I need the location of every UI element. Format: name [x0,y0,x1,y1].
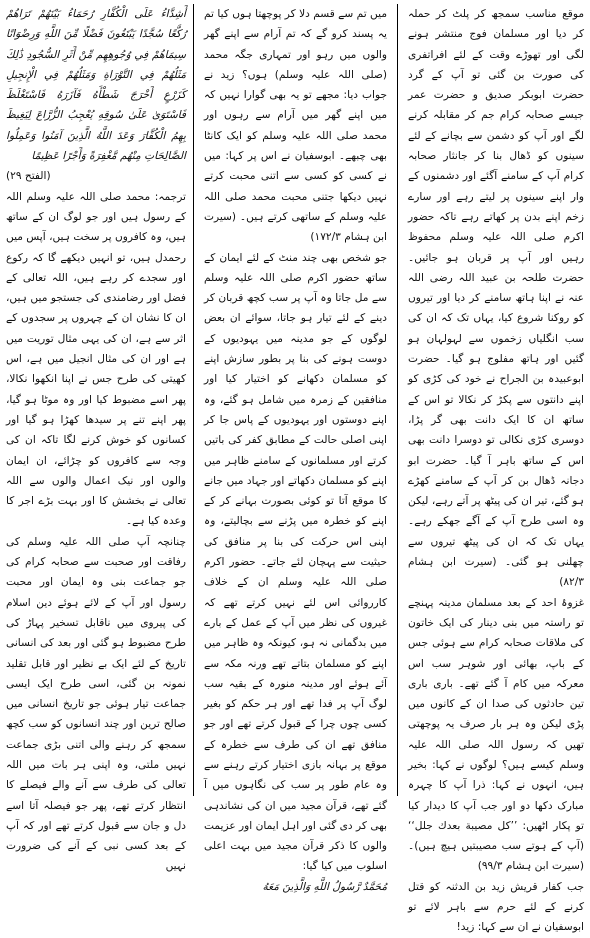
column-middle [204,4,387,893]
paragraph: میں تم سے قسم دلا کر پوچھتا ہوں کیا تم یہ پسند کرو گے کہ تم آرام سے اپنے گھر والوں میں رہو اور تمہاری جگہ محمد (صلی اللہ علیہ وسلم) ہوں؟ زید نے جواب دیا: مجھے تو یہ بھی گوارا نہیں کہ میں اپنے گھر میں آرام سے رہوں اور محمد صلی اللہ علیہ وسلم کو ایک کانٹا بھی چبھے۔ ابوسفیان نے اس پر کہا: میں نے کسی کو کسی سے اتنی محبت کرتے نہیں دیکھا جتنی محبت محمد صلی اللہ علیہ وسلم کے ساتھی کرتے ہیں۔ (سیرت ابن ہشام ۱۷۲/۳) [204,8,387,244]
column-right [408,4,584,934]
quran-verse: أَشِدَّاءُ عَلَى الْكُفَّارِ رُحَمَاءُ بَيْنَهُمْ تَرَاهُمْ رُكَّعًا سُجَّدًا يَبْتَغُونَ فَضْلًا مِّنَ اللَّهِ وَرِضْوَانًا سِيمَاهُمْ فِي وُجُوهِهِم مِّنْ أَثَرِ السُّجُودِ ذَٰلِكَ مَثَلُهُمْ فِي التَّوْرَاةِ وَمَثَلُهُمْ فِي الْإِنجِيلِ كَزَرْعٍ أَخْرَجَ شَطْأَهُ فَآزَرَهُ فَاسْتَغْلَظَ فَاسْتَوَىٰ عَلَىٰ سُوقِهِ يُعْجِبُ الزُّرَّاعَ لِيَغِيظَ بِهِمُ الْكُفَّارَ وَعَدَ اللَّهُ الَّذِينَ آمَنُوا وَعَمِلُوا الصَّالِحَاتِ مِنْهُم مَّغْفِرَةً وَأَجْرًا عَظِيمًا [6,8,186,163]
translation-paragraph: ترجمہ: محمد صلی اللہ علیہ وسلم اللہ کے رسول ہیں اور جو لوگ ان کے ساتھ ہیں، وہ کافروں پر سخت ہیں، آپس میں رحمدل ہیں، تو انہیں دیکھے گا کہ رکوع اور سجدے کر رہے ہیں، اللہ تعالی کے فضل اور رضامندی کی جستجو میں ہیں، ان کا نشان ان کے چہروں پر سجدوں کے اثر سے ہے، ان کی یہی مثال توریت میں ہے اور ان کی مثال انجیل میں ہے، اس کھیتی کی طرح جس نے اپنا انکھوا نکالا، پھر اسے مضبوط کیا اور وہ موٹا ہو گیا، پھر اپنے تنے پر سیدھا کھڑا ہو گیا اور کسانوں کو خوش کرنے لگا تاکہ ان کی وجہ سے کافروں کو چڑائے، ان ایمان والوں اور نیک اعمال والوں سے اللہ تعالی نے بخشش کا اور بہت بڑے اجر کا وعدہ کیا ہے۔ [6,190,186,528]
paragraph: جو شخص بھی چند منٹ کے لئے ایمان کے ساتھ حضور اکرم صلی اللہ علیہ وسلم سے مل جاتا وہ آپ پر سب کچھ قربان کر دینے کے لئے تیار ہو جاتا، سوائے ان بعض لوگوں کے جو مدینہ میں یہودیوں کے دوست ہونے کی بنا پر بطور سازش اپنے کو مسلمان دکھانے کو اختیار کیا اور منافقین کے زمرہ میں شامل ہو گئے، وہ اپنے دوستوں اور یہودیوں کے پاس جا کر اپنی اصلی حالت کے مطابق کفر کی باتیں کرتے اور مسلمانوں کے سامنے ظاہر میں اپنے کو مسلمان دکھاتے اور جہاد میں جانے کا موقع آتا تو کوئی بصورت بہانے کر کے اپنے کو خطرہ میں پڑنے سے بچالیتے، وہ اپنی اس حرکت کی بنا پر منافق کی حیثیت سے پہچان لئے جاتے۔ حضور اکرم صلی اللہ علیہ وسلم ان کے خلاف کارروائی اس لئے نہیں کرتے تھے کہ غیروں کی نظر میں آپ کے عمل کے بارے میں بدگمانی نہ ہو، کیونکہ وہ ظاہر میں اپنے کو مسلمان بتاتے تھے ورنہ مکہ سے آئے ہوئے اور مدینہ منورہ کے بقیہ سب لوگ آپ پر فدا تھے اور ہر حکم کو بغیر کسی چوں چرا کے قبول کرتے تھے اور جو منافق تھے ان کی طرف سے خطرہ کے موقع پر بہانہ بازی اختیار کرتے رہنے سے وہ عام طور پر سب کی نگاہوں میں آ گئے تھے، قرآن مجید میں ان کی نشاندہی بھی کر دی گئی اور اہل ایمان اور عزیمت والوں کا ذکر قرآن مجید میں بہت اعلی اسلوب میں کیا گیا: [204,251,387,873]
column-divider [397,4,398,796]
paragraph: چنانچہ آپ صلی اللہ علیہ وسلم کی رفاقت اور صحبت سے صحابہ کرام کی جو جماعت بنی وہ ایمان اور محبت رسول اور آپ کے لائے ہوئے دین اسلام کی پیروی میں ناقابل تسخیر پہاڑ کی طرح مضبوط ہو گئی اور بعد کی انسانی تاریخ کے لئے ایک بے نظیر اور قابل تقلید نمونہ بن گئی، اسی طرح ایک ایسی جماعت تیار ہوئی جو تاریخ انسانی میں صالح ترین اور چند انسانوں کو سب کچھ سمجھ کر رہنے والی اتنی بڑی جماعت نہیں ملتی، وہ اپنی ہر بات میں اللہ تعالی کی طرف سے آنے والے فیصلے کا انتظار کرتے تھے، پھر جو فیصلہ آتا اسے دل و جان سے قبول کرتے تھے اور کہ آپ کے بعد کسی نبی کے آنے کی ضرورت نہیں [6,535,186,873]
column-divider [193,4,194,796]
paragraph: جب کفار قریش زید بن الدثنہ کو قتل کرنے کے لئے حرم سے باہر لائے تو ابوسفیان نے ان سے کہا: زید! [408,880,584,934]
verse-reference: (الفتح ۲۹) [6,170,51,183]
paragraph: موقع مناسب سمجھ کر پلٹ کر حملہ کر دیا اور مسلمان فوج منتشر ہونے لگی اور تھوڑے وقت کے لئے افراتفری کی صورت بن گئی تو آپ کے گرد حضرت ابوبکر صدیق و حضرت عمر جیسے صحابہ کرام جم کر مقابلہ کرنے لگے اور آپ کو دشمن سے بچانے کے لئے سینوں کو ڈھال بنا کر جانثار صحابہ کرام آپ کے سامنے آگئے اور دشمنوں کے وار اپنے سینوں پر لیتے رہے اور سارے زخم اپنے بدن پر کھاتے رہے تاکہ حضور اکرم صلی اللہ علیہ وسلم محفوظ رہیں اور آپ پر قربان ہو جائیں۔ حضرت طلحہ بن عبید اللہ رضی اللہ عنہ نے اپنا ہاتھ سامنے کر دیا اور تیروں کو روکنا شروع کیا، یہاں تک کہ ان کی سب انگلیاں زخموں سے لہولہان ہو گئیں اور ہاتھ مفلوج ہو گیا۔ حضرت ابوعبیدہ بن الجراح نے خود کی کڑی کو اپنے دانتوں سے پکڑ کر نکالا تو اس کے ساتھ ان کا ایک دانت بھی گر پڑا، دوسری کڑی نکالی تو دوسرا دانت بھی اس کے ساتھ باہر آ گیا۔ حضرت ابو دجانہ ڈھال بن کر آپ کے سامنے کھڑے ہو گئے، تیر ان کی پیٹھ پر آتے رہے، لیکن وہ اسی طرح آپ کے آگے جھکے رہے۔ یہاں تک کہ ان کی پیٹھ تیروں سے چھلنی ہو گئی۔ (سیرت ابن ہشام ۸۲/۳) [408,8,584,589]
column-left [6,4,186,873]
quran-verse-start: مُحَمَّدٌ رَّسُولُ اللَّهِ وَالَّذِينَ مَعَهُ [262,880,387,893]
paragraph: غزوۂ احد کے بعد مسلمان مدینہ پہنچے تو راستہ میں بنی دینار کی ایک خاتون کی ملاقات صحابہ کرام سے ہوئی جس کے باپ، بھائی اور شوہر سب اس معرکہ میں کام آ گئے تھے۔ باری باری تین حادثوں کی صدا ان کے کانوں میں پڑی لیکن وہ ہر بار صرف یہ پوچھتی تھیں کہ رسول اللہ صلی اللہ علیہ وسلم کیسے ہیں؟ لوگوں نے کہا: بخیر ہیں، انہوں نے کہا: ذرا آپ کا چہرہ مبارک دکھا دو اور جب آپ کا دیدار کیا تو پکار اٹھیں: ’’كل مصيبة بعدك جلل‘‘ (آپ کے ہوتے سب مصیبتیں ہیچ ہیں)۔ (سیرت ابن ہشام ۹۹/۳) [408,596,584,873]
